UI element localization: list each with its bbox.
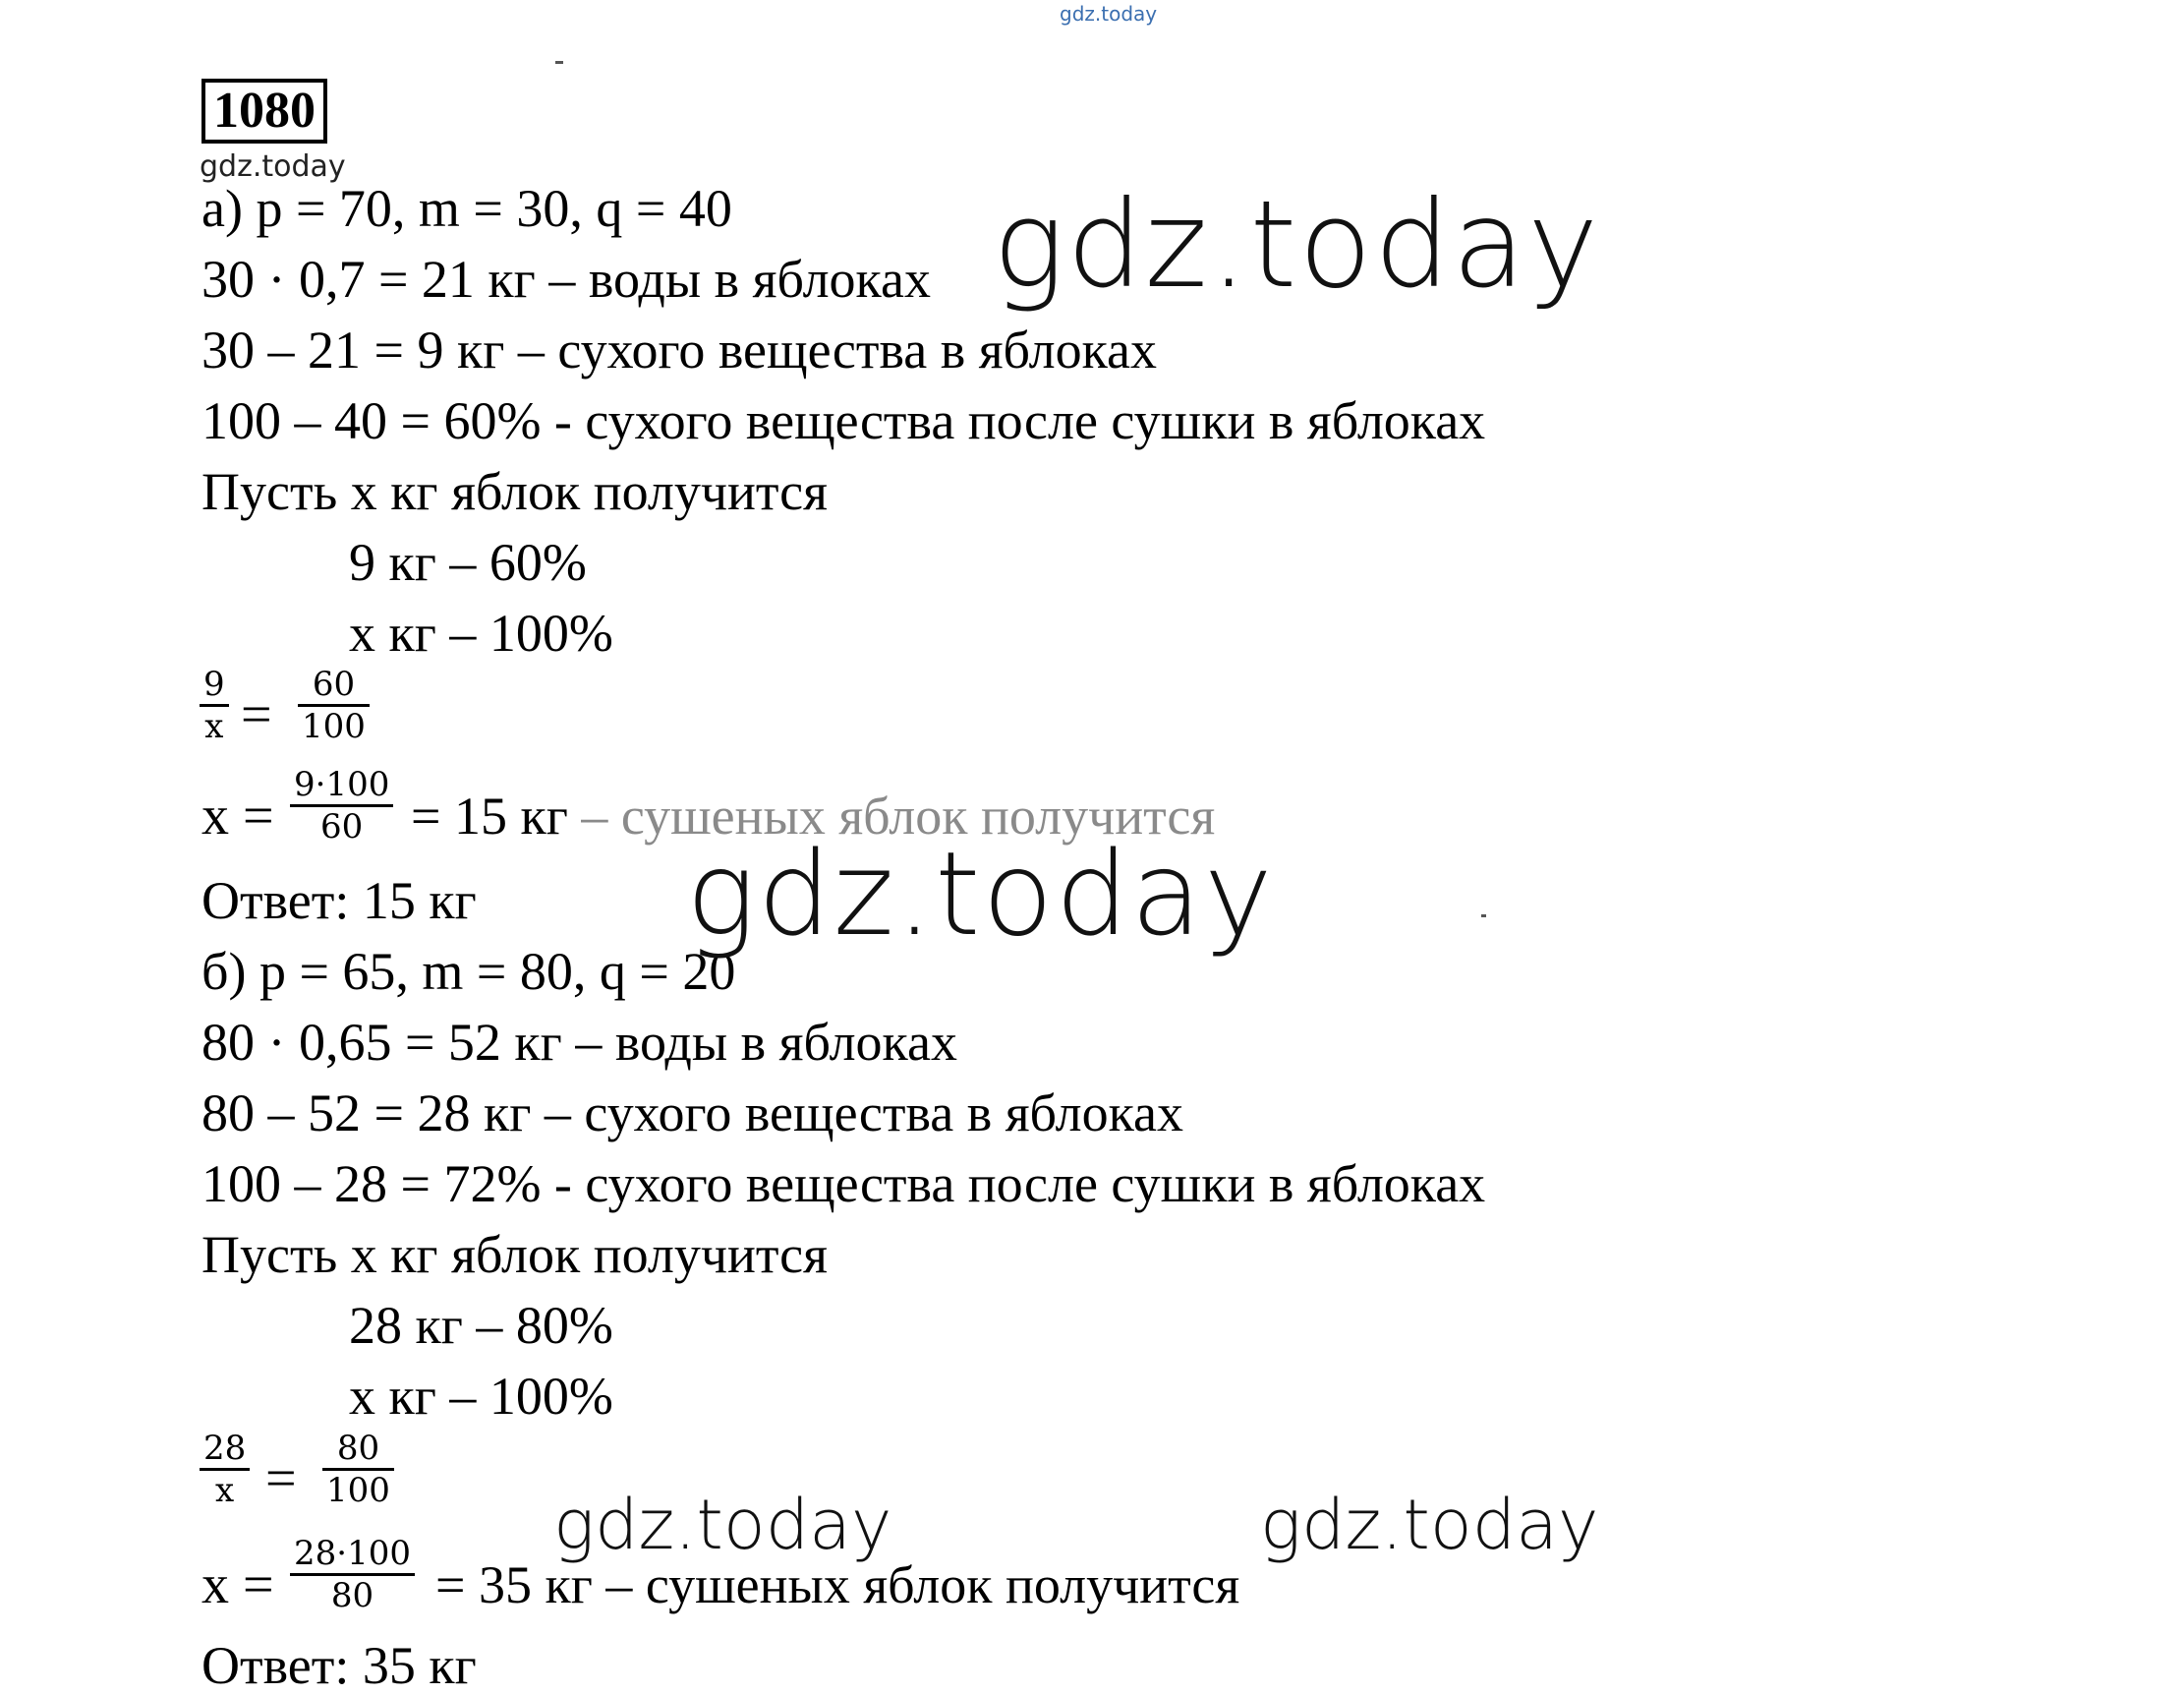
- top-watermark: gdz.today: [1060, 2, 1158, 26]
- part-a-x-prefix: x =: [201, 786, 274, 847]
- part-b-fraction-right: [322, 1429, 394, 1510]
- part-b-line4: Пусть x кг яблок получится: [201, 1225, 828, 1284]
- fraction-numerator: 80: [336, 1429, 380, 1468]
- part-a-line4: Пусть x кг яблок получится: [201, 462, 828, 521]
- watermark-bottom-left: gdz.today: [553, 1485, 892, 1565]
- part-b-proportion-1: 28 кг – 80%: [349, 1296, 613, 1355]
- part-a-x-fraction: [290, 765, 393, 847]
- part-a-proportion-1: 9 кг – 60%: [349, 533, 587, 592]
- part-a-proportion-2: x кг – 100%: [349, 604, 613, 663]
- part-b-header: б) p = 65, m = 80, q = 20: [201, 942, 736, 1001]
- problem-number: 1080: [201, 79, 327, 144]
- scan-mark: [555, 61, 563, 64]
- part-a-equals-sign: =: [241, 684, 272, 745]
- fraction-denominator: 80: [330, 1576, 374, 1615]
- fraction-denominator: x: [204, 707, 224, 746]
- fraction-denominator: 100: [326, 1471, 390, 1510]
- part-a-header: а) p = 70, m = 30, q = 40: [201, 179, 732, 238]
- part-a-line3: 100 – 40 = 60% - сухого вещества после сушки в яблоках: [201, 391, 1486, 450]
- fraction-denominator: x: [215, 1471, 235, 1510]
- watermark-large: gdz.today: [686, 826, 1275, 962]
- fraction-numerator: 28: [203, 1429, 247, 1468]
- part-a-line2: 30 – 21 = 9 кг – сухого вещества в яблоках: [201, 321, 1157, 380]
- part-b-line2: 80 – 52 = 28 кг – сухого вещества в яблоках: [201, 1083, 1183, 1142]
- watermark-bottom-right: gdz.today: [1260, 1485, 1599, 1565]
- fraction-numerator: 9·100: [294, 765, 390, 804]
- part-a-answer: Ответ: 15 кг: [201, 871, 477, 930]
- part-b-x-result: = 35 кг – сушеных яблок получится: [435, 1555, 1240, 1614]
- part-b-x-prefix: x =: [201, 1554, 274, 1615]
- part-b-proportion-2: x кг – 100%: [349, 1367, 613, 1426]
- part-b-line1: 80 · 0,65 = 52 кг – воды в яблоках: [201, 1013, 957, 1072]
- part-b-answer: Ответ: 35 кг: [201, 1636, 477, 1695]
- part-a-fraction-left: [200, 665, 229, 746]
- fraction-numerator: 60: [312, 665, 356, 704]
- part-b-line3: 100 – 28 = 72% - сухого вещества после сушки в яблоках: [201, 1154, 1486, 1213]
- part-b-fraction-left: [200, 1429, 250, 1510]
- part-b-equals-sign: =: [265, 1448, 297, 1509]
- fraction-numerator: 28·100: [294, 1534, 411, 1573]
- part-a-fraction-right: [298, 665, 370, 746]
- fraction-numerator: 9: [203, 665, 225, 704]
- x-result-value: = 15 кг: [411, 787, 568, 846]
- watermark-large: gdz.today: [993, 175, 1601, 315]
- part-b-x-fraction: [290, 1534, 415, 1615]
- fraction-denominator: 60: [320, 807, 364, 847]
- x-result-text: – сушеных яблок получится: [581, 787, 1216, 846]
- fraction-denominator: 100: [302, 707, 366, 746]
- watermark-under-number: gdz.today: [200, 149, 346, 184]
- scan-mark: [1481, 914, 1486, 917]
- part-a-line1: 30 · 0,7 = 21 кг – воды в яблоках: [201, 250, 931, 309]
